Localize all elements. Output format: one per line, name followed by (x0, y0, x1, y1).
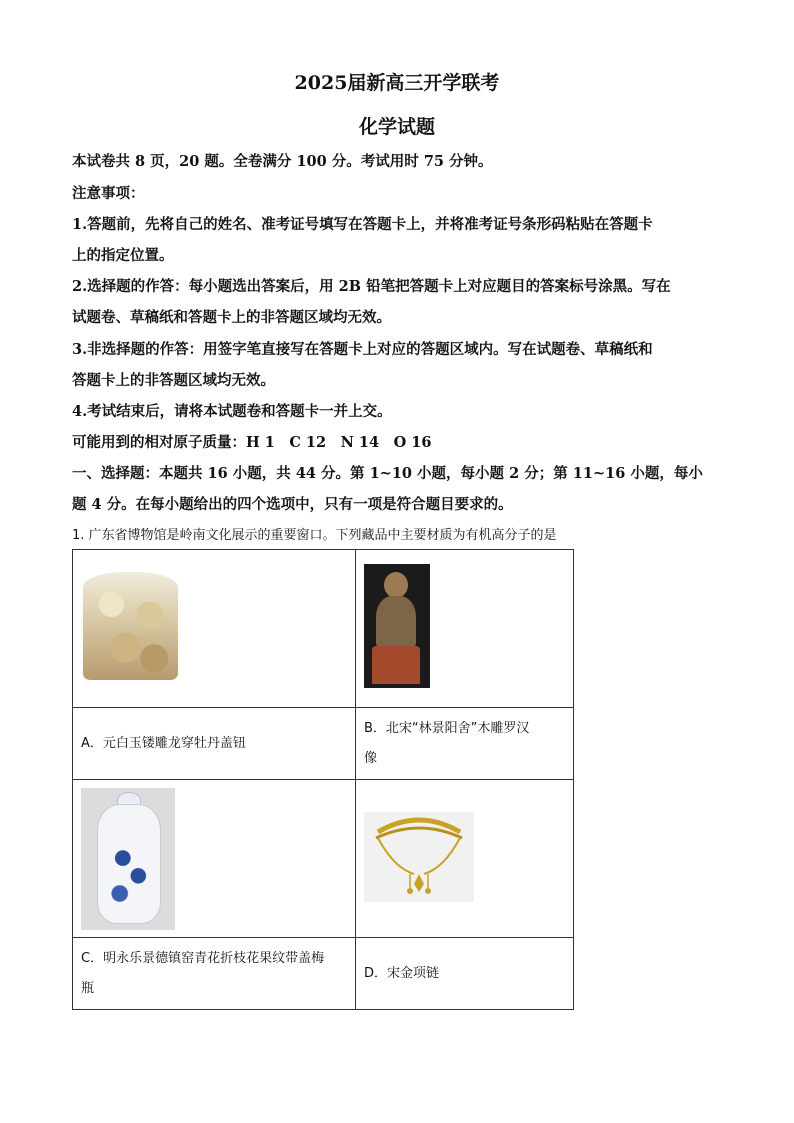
intro-line: 题 4 分。在每小题给出的四个选项中，只有一项是符合题目要求的。 (72, 496, 513, 513)
exam-title: 2025届新高三开学联考 (294, 72, 500, 94)
question-1-options-table (72, 549, 574, 1010)
option-d[interactable] (356, 938, 574, 1010)
intro-line: 注意事项： (72, 185, 145, 202)
intro-line: 可能用到的相对原子质量：H 1 C 12 N 14 O 16 (72, 434, 432, 451)
option-a[interactable] (73, 708, 356, 780)
option-a-image-cell (73, 550, 356, 708)
intro-line: 4.考试结束后，请将本试题卷和答题卡一并上交。 (72, 403, 392, 420)
gold-necklace-image (364, 812, 474, 902)
option-b[interactable] (356, 708, 574, 780)
exam-subject: 化学试题 (358, 116, 435, 138)
intro-line: 一、选择题：本题共 16 小题，共 44 分。第 1~10 小题，每小题 2 分；第 11~16 小题，每小 (72, 465, 703, 482)
option-c-image-cell (73, 780, 356, 938)
option-d-label: D．宋金项链 (364, 966, 440, 981)
option-b-image-cell (356, 550, 574, 708)
intro-line: 试题卷、草稿纸和答题卡上的非答题区域均无效。 (72, 309, 391, 326)
intro-line: 本试卷共 8 页，20 题。全卷满分 100 分。考试用时 75 分钟。 (72, 153, 493, 170)
option-c-label-line-1: C．明永乐景德镇窑青花折枝花果纹带盖梅 (81, 951, 325, 966)
white-jade-carving-image (83, 572, 178, 680)
intro-line: 2.选择题的作答：每小题选出答案后，用 2B 铅笔把答题卡上对应题目的答案标号涂黑。写在 (72, 278, 671, 295)
option-a-label: A．元白玉镂雕龙穿牡丹盖钮 (81, 736, 246, 751)
option-d-image-cell (356, 780, 574, 938)
option-b-label-line-1: B．北宋“林景阳舍”木雕罗汉 (364, 721, 530, 736)
option-b-label-line-2: 像 (364, 751, 378, 766)
intro-line: 3.非选择题的作答：用签字笔直接写在答题卡上对应的答题区域内。写在试题卷、草稿纸和 (72, 341, 653, 358)
option-c-label-line-2: 瓶 (81, 981, 95, 996)
intro-line: 1.答题前，先将自己的姓名、准考证号填写在答题卡上，并将准考证号条形码粘贴在答题卡 (72, 216, 653, 233)
option-c[interactable] (73, 938, 356, 1010)
intro-line: 上的指定位置。 (72, 247, 174, 264)
intro-line: 答题卡上的非答题区域均无效。 (72, 372, 275, 389)
question-1-stem: 1. 广东省博物馆是岭南文化展示的重要窗口。下列藏品中主要材质为有机高分子的是 (72, 528, 557, 543)
